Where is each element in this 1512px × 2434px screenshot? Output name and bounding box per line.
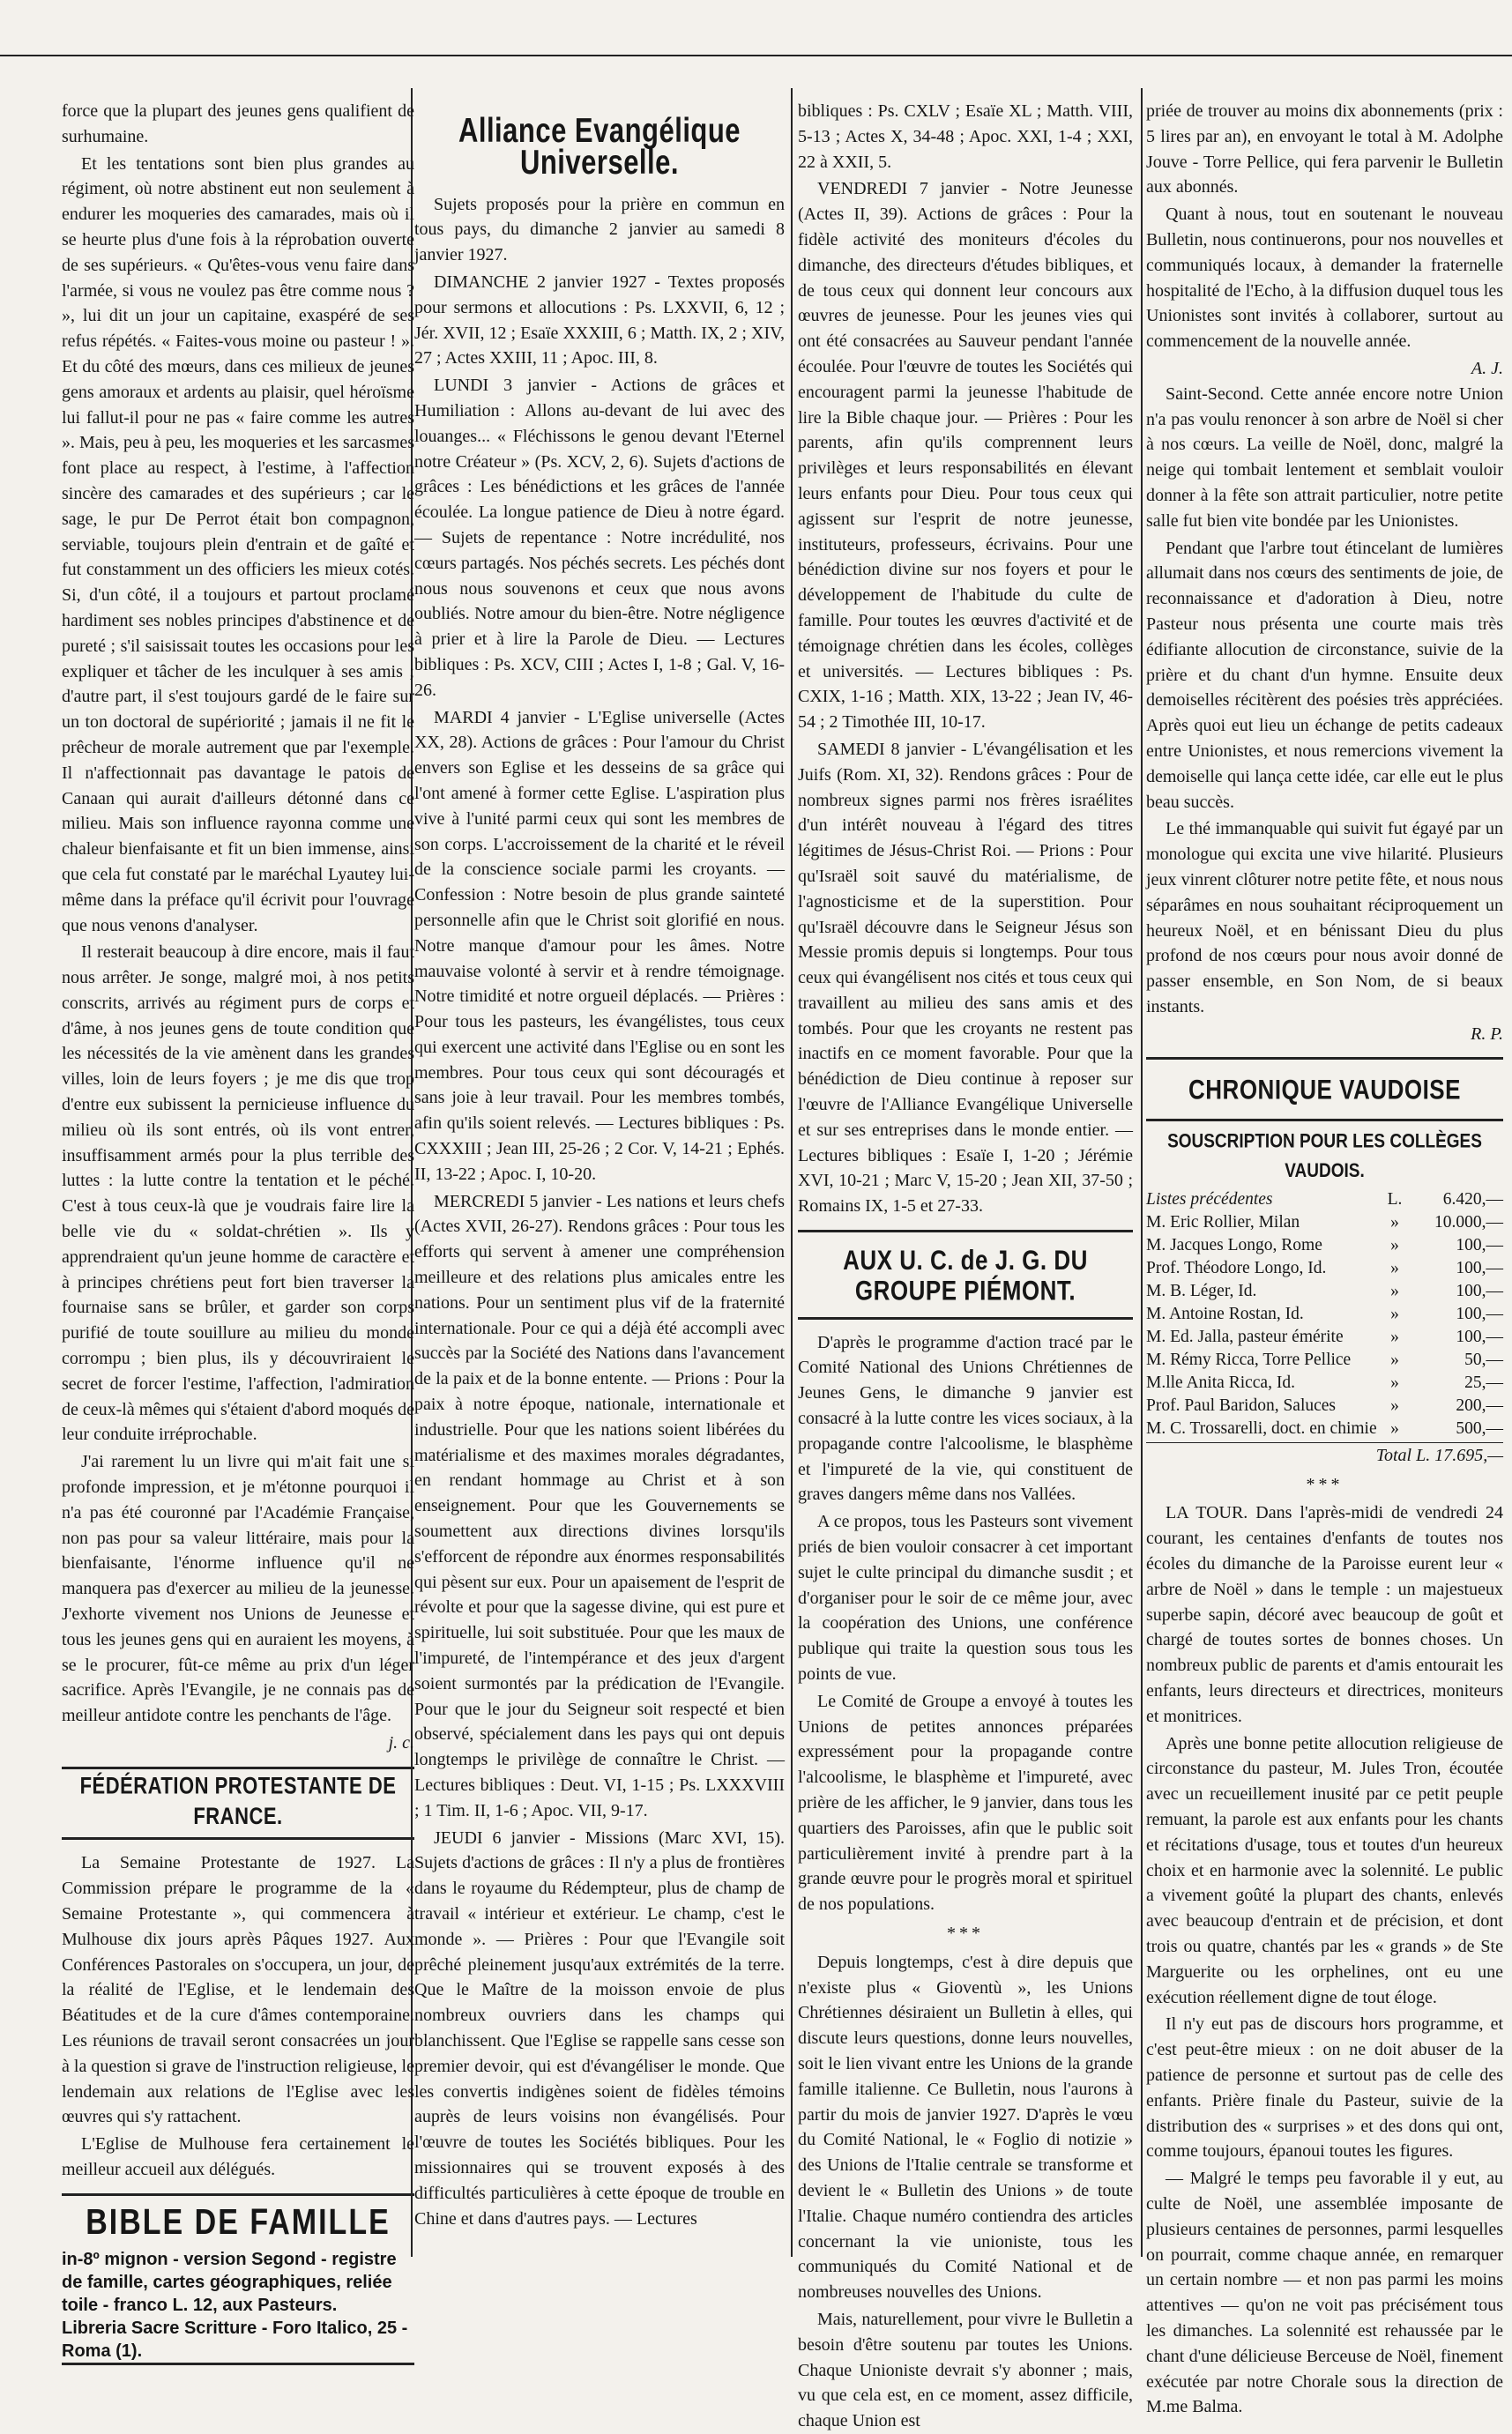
subscriber-name: M. Eric Rollier, Milan [1146, 1212, 1300, 1232]
uc-paragraph: D'après le programme d'action tracé par le Comité National des Unions Chrétiennes de Jeunes Gens, le dimanche 9 janvier est consacré à la lutte contre les vices sociaux, à la propagande contre l'alcoolisme, le blasphème et l'impureté de la vie, qui constituent de graves dangers même dans nos Vallées. [798, 1332, 1133, 1505]
subscriber-amount: 50,— [1464, 1350, 1503, 1369]
uc-signature: A. J. [1471, 358, 1503, 378]
chronique-section [1146, 1057, 1503, 1121]
subscription-row [1146, 1303, 1503, 1326]
subscriber-name: M. C. Trossarelli, doct. en chimie [1146, 1418, 1377, 1438]
la-tour-paragraph: Il n'y eut pas de discours hors programme, et c'est peut-être mieux : on ne doit abuser de la patience de personne et surtout pas de celle des enfants. Prière finale du Pasteur, suivie de la distribution des « surprises » et des dons qui ont, comme toujours, épanoui toutes les figures. [1146, 2014, 1503, 2162]
subscriber-separator: L. [1387, 1189, 1403, 1209]
subscription-row [1146, 1188, 1503, 1211]
la-tour-paragraph: Après une bonne petite allocution religieuse de circonstance du pasteur, M. Jules Tron, écoutée avec un recueillement inusité par ce petit peuple remuant, la parole est aux enfants pour les chants et récitations d'usage, tous et toutes d'un heureux choix et en harmonie avec la solennité. Le public a vivement goûté la plupart des chants, enlevés avec beaucoup d'entrain et de précision, et dont trois ou quatre, chantés par les « grands » de Ste Marguerite ou les orphelines, ont eu une exécution réellement digne de tout éloge. [1146, 1733, 1503, 2007]
subscriber-amount: 100,— [1456, 1281, 1503, 1300]
bible-ad-text: in-8º mignon - version Segond - registre de famille, cartes géographiques, reliée toile - franco L. 12, aux Pasteurs. [62, 2249, 397, 2315]
subscriber-name: M. Antoine Rostan, Id. [1146, 1304, 1304, 1323]
article-paragraph: force que la plupart des jeunes gens qualifient de surhumaine. [62, 101, 414, 146]
federation-section [62, 1767, 414, 1841]
bible-ad [62, 2193, 414, 2365]
la-tour-paragraph: LA TOUR. Dans l'après-midi de vendredi 24 courant, les centaines d'enfants de toutes nos écoles du dimanche de la Paroisse eurent leur « arbre de Noël » dans le temple : un majestueux superbe sapin, décoré avec beaucoup de goût et chargé de toutes sortes de bonnes choses. Un nombreux public de parents et d'amis entourait les enfants, leurs directeurs et directrices, moniteurs et monitrices. [1146, 1503, 1503, 1726]
subscriber-separator: » [1390, 1396, 1399, 1415]
subscriber-separator: » [1390, 1281, 1399, 1300]
subscriber-amount: 500,— [1456, 1418, 1503, 1438]
uc-paragraph: priée de trouver au moins dix abonnements (prix : 5 lires par an), en envoyant le total à M. Adolphe Jouve - Torre Pellice, qui fera parvenir le Bulletin aux abonnés. [1146, 101, 1503, 197]
column-1 [62, 99, 414, 2361]
uc-title: AUX U. C. de J. G. DU GROUPE PIÉMONT. [843, 1244, 1088, 1306]
column-2 [414, 99, 785, 2250]
article-signature: j. c. [388, 1733, 414, 1753]
uc-section [798, 1230, 1133, 1320]
alliance-paragraph: Sujets proposés pour la prière en commun en tous pays, du dimanche 2 janvier au samedi 8 janvier 1927. [414, 194, 785, 265]
la-tour-paragraph: — Malgré le temps peu favorable il y eut, au culte de Noël, une assemblée imposante de plusieurs centaines de personnes, parmi lesquelles on pourrait, comme chaque année, en remarquer un certain nombre — et non pas parmi les moins attentives — qu'on ne voit pas précisément tous les dimanches. La solennité est rehaussée par le chant d'une délicieuse Berceuse de Noël, finement exécutée par notre Chorale sous la direction de M.me Balma. [1146, 2169, 1503, 2417]
subscription-row [1146, 1326, 1503, 1349]
subscriber-separator: » [1390, 1258, 1399, 1277]
subscriber-separator: » [1390, 1350, 1399, 1369]
subscriber-amount: 25,— [1464, 1373, 1503, 1392]
uc-paragraph: Mais, naturellement, pour vivre le Bulletin a besoin d'être soutenu par toutes les Unions. Chaque Unioniste devrait s'y abonner ; mais, vu que cela est, en ce moment, assez difficile, chaque Union est [798, 2309, 1133, 2431]
subscription-row [1146, 1418, 1503, 1440]
uc-paragraph: Le Comité de Groupe a envoyé à toutes les Unions de petites annonces préparées expressément pour la propagande contre l'alcoolisme, le blasphème et l'impureté, avec prière de les afficher, le 9 janvier, dans tous les quartiers des Paroisses, afin que le public soit particulièrement invité à prendre part à la grande œuvre pour le progrès moral et spirituel de nos populations. [798, 1691, 1133, 1915]
section-stars: *** [947, 1923, 984, 1943]
subscriber-separator: » [1390, 1327, 1399, 1346]
alliance-title: Alliance Evangélique Universelle. [458, 110, 741, 182]
federation-title: FÉDÉRATION PROTESTANTE DE FRANCE. [79, 1772, 397, 1829]
subscription-row [1146, 1234, 1503, 1257]
federation-paragraph: La Semaine Protestante de 1927. La Commission prépare le programme de la « Semaine Protestante », qui commencera à Mulhouse dix jours après Pâques 1927. Aux Conférences Pastorales on s'occupera, un jour, de la réalité de l'Eglise, et le lendemain des Béatitudes et de la cure d'âmes contemporaine. Les réunions de travail seront consacrées un jour à la question si grave de l'instruction religieuse, le lendemain aux relations de l'Eglise avec les œuvres qui s'y rattachent. [62, 1853, 414, 2127]
top-rule [0, 55, 1512, 56]
saint-second-paragraph: Le thé immanquable qui suivit fut égayé par un monologue qui excita une vive hilarité. Plusieurs jeux vinrent clôturer notre petite fête, et nous nous séparâmes en nous souhaitant réciproquement un heureux Noël, et en bénissant Dieu du plus profond de nos cœurs pour nous avoir donné de passer ensemble, en Son Nom, de si beaux instants. [1146, 819, 1503, 1016]
subscriber-amount: 100,— [1456, 1258, 1503, 1277]
uc-paragraph: Depuis longtemps, c'est à dire depuis que n'existe plus « Gioventù », les Unions Chrétiennes désiraient un Bulletin à elles, qui discute leurs questions, donne leurs nouvelles, soit le lien vivant entre les Unions de la grande famille italienne. Ce Bulletin, nous l'aurons à partir du mois de janvier 1927. D'après le vœu du Comité National, le « Foglio di notizie » des Unions de l'Italie centrale se transforme et devient le « Bulletin des Unions » de toute l'Italie. Chaque numéro contiendra des articles concernant la vie unioniste, tous les communiqués du Comité National et de nombreuses nouvelles des Unions. [798, 1952, 1133, 2303]
article-paragraph: Il resterait beaucoup à dire encore, mais il faut nous arrêter. Je songe, malgré moi, à nos petits conscrits, arrivés au régiment purs de corps et d'âme, à nos jeunes gens de toute condition que les nécessités de la vie amènent dans les grandes villes, loin de leurs foyers ; je me dis que trop d'entre eux subissent la pernicieuse influence du milieu où ils sont entrés, où ils vont entrer, insuffisamment armés pour la plus terrible des luttes : la lutte contre la tentation et le péché. C'est à tous ceux-là que je voudrais faire lire la belle vie du « soldat-chrétien ». Ils y apprendraient qu'un jeune homme de caractère et à principes chrétiens peut fort bien traverser la fournaise sans se brûler, et garder son corps purifié de toute souillure au milieu du monde corrompu ; bien plus, ils y découvriraient le secret de forcer l'estime, l'affection, l'admiration de ceux-là mêmes qui s'étaient d'abord moqués de leur conduite irréprochable. [62, 942, 414, 1445]
subscription-row [1146, 1211, 1503, 1234]
subscriber-name: M. Jacques Longo, Rome [1146, 1235, 1322, 1254]
column-3 [798, 99, 1133, 2431]
alliance-paragraph: MARDI 4 janvier - L'Eglise universelle (Actes XX, 28). Actions de grâces : Pour l'amour du Christ envers son Eglise et les desseins de sa grâce qui l'ont amené à former cette Eglise. L'aspiration plus vive à l'unité parmi ceux qui sont les membres de son corps. L'accroissement de la charité et le réveil de la conscience sociale parmi les croyants. — Confession : Notre besoin de plus grande sainteté personnelle afin que le Christ soit glorifié en nous. Notre manque d'amour pour les âmes. Notre mauvaise volonté à servir et à rendre témoignage. Notre timidité et notre orgueil déplacés. — Prières : Pour tous les pasteurs, les évangélistes, tous ceux qui exercent une activité dans l'Eglise ou en sont les membres. Pour tous ceux qui sont découragés et sans joie à leur travail. Pour les membres tombés, afin qu'ils soient relevés. — Lectures bibliques : Ps. CXXXIII ; Jean III, 25-26 ; 2 Cor. V, 14-21 ; Ephés. II, 13-22 ; Apoc. I, 10-20. [414, 707, 785, 1184]
subscriber-name: M. B. Léger, Id. [1146, 1281, 1257, 1300]
uc-paragraph: A ce propos, tous les Pasteurs sont vivement priés de bien vouloir consacrer à cet important sujet le culte principal du dimanche susdit ; et d'organiser pour le soir de ce même jour, avec la coopération des Unions, une conférence publique qui traite la question sous tous les points de vue. [798, 1512, 1133, 1685]
subscriber-separator: » [1390, 1304, 1399, 1323]
alliance-paragraph: DIMANCHE 2 janvier 1927 - Textes proposés pour sermons et allocutions : Ps. LXXVII, 6, 12 ; Jér. XVII, 12 ; Esaïe XXXIII, 6 ; Matth. IX, 2 ; XIV, 27 ; Actes XXIII, 11 ; Apoc. III, 8. [414, 272, 785, 368]
subscriber-separator: » [1390, 1418, 1399, 1438]
subscriber-name: M.lle Anita Ricca, Id. [1146, 1373, 1295, 1392]
subscriber-separator: » [1390, 1212, 1399, 1232]
saint-second-paragraph: Pendant que l'arbre tout étincelant de lumières allumait dans nos cœurs des sentiments de joie, de reconnaissance et d'adoration à Dieu, notre Pasteur nous présenta une courte mais très édifiante allocution de circonstance, suivie de la prière et du chant d'un hymne. Ensuite deux demoiselles récitèrent des poésies très appréciées. Après quoi eut lieu un échange de petits cadeaux entre Unionistes, et nous remercions vivement la demoiselle qui lança cette idée, car elle eut le plus beau succès. [1146, 538, 1503, 812]
chronique-title: CHRONIQUE VAUDOISE [1188, 1074, 1461, 1106]
subscription-row [1146, 1257, 1503, 1280]
bible-ad-title: BIBLE DE FAMILLE [86, 2201, 391, 2243]
subscriber-amount: 10.000,— [1434, 1212, 1503, 1232]
subscription-row [1146, 1280, 1503, 1303]
alliance-paragraph: LUNDI 3 janvier - Actions de grâces et Humiliation : Allons au-devant de lui avec des louanges... « Fléchissons le genou devant l'Eternel notre Créateur » (Ps. XCV, 2, 6). Sujets d'actions de grâces : Les bénédictions et les grâces de l'année écoulée. La longue patience de Dieu à notre égard. — Sujets de repentance : Notre incrédulité, nos cœurs partagés. Nos péchés secrets. Les péchés dont nous nous souvenons et ceux que nous avons oubliés. Notre amour du bien-être. Notre négligence à prier et à lire la Parole de Dieu. — Lectures bibliques : Ps. XCV, CIII ; Actes I, 1-8 ; Gal. V, 16-26. [414, 376, 785, 700]
article-paragraph: J'ai rarement lu un livre qui m'ait fait une si profonde impression, et je m'étonne pourquoi il n'a pas été couronné par l'Académie Française, non pas pour sa valeur littéraire, mais pour la bienfaisante, l'énorme influence qu'il ne manquera pas d'exercer au milieu de la jeunesse. J'exhorte vivement nos Unions de Jeunesse et tous les jeunes gens qui en auraient les moyens, à se le procurer, fût-ce même au prix d'un léger sacrifice. Après l'Evangile, je ne connais pas de meilleur antidote contre les penchants de l'âge. [62, 1452, 414, 1726]
saint-second-signature: R. P. [1471, 1023, 1503, 1044]
subscriber-amount: 100,— [1456, 1304, 1503, 1323]
section-stars: *** [1306, 1474, 1344, 1494]
alliance-paragraph: JEUDI 6 janvier - Missions (Marc XVI, 15). Sujets d'actions de grâces : Il n'y a plus de frontières dans le royaume du Rédempteur, plus de champ de travail « intérieur et extérieur. Le champ, c'est le monde ». — Prières : Pour que l'Evangile soit prêché pleinement jusqu'aux extrémités de la terre. Que le Maître de la moisson envoie de plus nombreux ouvriers dans les champs qui blanchissent. Que l'Eglise se rappelle sans cesse son premier devoir, qui est d'évangéliser le monde. Que les convertis indigènes soient de fidèles témoins auprès de leurs voisins non évangélisés. Pour l'œuvre de toutes les Sociétés bibliques. Pour les missionnaires qui se trouvent exposés à des difficultés particulières à cette époque de trouble en Chine et dans d'autres pays. — Lectures [414, 1827, 785, 2229]
subscriber-name: Prof. Paul Baridon, Saluces [1146, 1396, 1337, 1415]
uc-paragraph: Quant à nous, tout en soutenant le nouveau Bulletin, nous continuerons, pour nos nouvelles et communiqués locaux, à demander la fraternelle hospitalité de l'Echo, à la diffusion duquel tous les Unionistes sont invités à collaborer, surtout au commencement de la nouvelle année. [1146, 205, 1503, 352]
subscriber-name: Prof. Théodore Longo, Id. [1146, 1258, 1327, 1277]
column-4 [1146, 99, 1503, 2417]
column-rule-3 [1141, 88, 1143, 2257]
subscriber-name: Listes précédentes [1146, 1189, 1273, 1209]
subscriber-amount: 100,— [1456, 1327, 1503, 1346]
subscriber-amount: 100,— [1456, 1235, 1503, 1254]
alliance-paragraph: MERCREDI 5 janvier - Les nations et leurs chefs (Actes XVII, 26-27). Rendons grâces : Pour tous les efforts qui servent à amener une compréhension meilleure et des relations plus amicales entre les nations. Pour un sentiment plus vif de la fraternité internationale. Pour ce qui a déjà été accompli avec succès par la Société des Nations dans l'avancement de la paix et de la bonne entente. — Prions : Pour la paix à notre époque, nationale, internationale et industrielle. Pour que les nations soient libérées du matérialisme et des maximes morales dégradantes, en rendant hommage au Christ et à son enseignement. Pour que les Gouvernements se soumettent aux directions divines lorsqu'ils s'efforcent de répondre aux énormes responsabilités qui pèsent sur eux. Pour un apaisement de l'esprit de révolte et pour que la sagesse divine, qui est pure et spirituelle, lui soit substituée. Pour que les maux de l'impureté, de l'intempérance et des jeux d'argent soient surmontés par la prédication de l'Evangile. Pour que le jour du Seigneur soit respecté et bien observé, spécialement dans les pays qui ont depuis longtemps le privilège de connaître le Christ. — Lectures bibliques : Deut. VI, 1-15 ; Ps. LXXXVIII ; 1 Tim. II, 1-6 ; Apoc. VII, 9-17. [414, 1191, 785, 1820]
subscription-title: SOUSCRIPTION POUR LES COLLÈGES VAUDOIS. [1167, 1131, 1482, 1182]
bible-ad-shop: Libreria Sacre Scritture - Foro Italico, 25 - Roma (1). [62, 2318, 408, 2361]
alliance-paragraph: bibliques : Ps. CXLV ; Esaïe XL ; Matth. VIII, 5-13 ; Actes X, 34-48 ; Apoc. XXI, 1-4 ; XXI, 22 à XXII, 5. [798, 101, 1133, 172]
alliance-paragraph: VENDREDI 7 janvier - Notre Jeunesse (Actes II, 39). Actions de grâces : Pour la fidèle activité des moniteurs d'écoles du dimanche, des directeurs d'études bibliques, et de tous ceux qui donnent leur concours aux œuvres de jeunesse. Pour les jeunes vies qui ont été consacrées au Sauveur pendant l'année écoulée. Pour l'œuvre de toutes les Sociétés qui encouragent parmi la jeunesse l'habitude de lire la Bible chaque jour. — Prières : Pour les parents, afin qu'ils comprennent leurs privilèges et leurs responsabilités en élevant leurs enfants pour Dieu. Pour tous ceux qui agissent sur l'esprit de notre jeunesse, instituteurs, professeurs, écrivains. Pour une bénédiction divine sur nos foyers et pour le développement de l'habitude du culte de famille. Pour toutes les œuvres d'activité et de témoignage chrétien dans les écoles, collèges et universités. — Lectures bibliques : Ps. CXIX, 1-16 ; Matth. XIX, 13-22 ; Jean IV, 46-54 ; 2 Timothée III, 10-17. [798, 179, 1133, 733]
column-rule-2 [791, 88, 793, 2257]
saint-second-paragraph: Saint-Second. Cette année encore notre Union n'a pas voulu renoncer à son arbre de Noël si cher à nos cœurs. La veille de Noël, donc, malgré la neige qui tombait lentement et semblait vouloir donner à la fête son attrait particulier, notre petite salle fut bien vite bondée par les Unionistes. [1146, 383, 1503, 531]
article-paragraph: Et les tentations sont bien plus grandes au régiment, où notre abstinent eut non seulement à endurer les moqueries des camarades, mais où il se heurte plus d'une fois à la réprobation ouverte de ses supérieurs. « Qu'êtes-vous venu faire dans l'armée, si vous ne voulez pas être comme nous ? », lui dit un jour un capitaine, exaspéré de ses refus répétés. « Faites-vous moine ou pasteur ! ». Et du côté des mœurs, dans ces milieux de jeunes gens amoraux et ardents au plaisir, quel héroïsme lui fallut-il pour ne pas « faire comme les autres ». Mais, peu à peu, les moqueries et les sarcasmes font place au respect, à l'estime, à l'affection sincère des camarades et des supérieurs ; car le sage, le pur De Perrot était bon compagnon, serviable, toujours plein d'entrain et de gaîté et fut constamment un des officiers les mieux cotés. Si, d'un côté, il a toujours et partout proclamé hardiment ses nobles principes d'abstinence et de pureté ; s'il saisissait toutes les occasions pour les expliquer et tâcher de les inculquer à ses amis ; d'autre part, il s'est toujours gardé de le faire sur un ton doctoral de supériorité ; jamais il ne fit le prêcheur de morale autrement que par l'exemple. Il n'affectionnait pas davantage le patois de Canaan qui aurait d'ailleurs détonné dans ce milieu. Mais son influence rayonna comme une chaleur bienfaisante et fit un bien immense, ainsi que cela fut constaté par le maréchal Lyautey lui-même dans la préface qu'il écrivit pour l'ouvrage que nous venons d'analyser. [62, 153, 414, 935]
subscriber-amount: 200,— [1456, 1396, 1503, 1415]
subscriber-separator: » [1390, 1373, 1399, 1392]
subscriber-name: M. Rémy Ricca, Torre Pellice [1146, 1350, 1352, 1369]
subscription-row [1146, 1372, 1503, 1395]
subscription-total: Total L. 17.695,— [1146, 1442, 1503, 1469]
subscription-row [1146, 1349, 1503, 1372]
subscription-table [1146, 1188, 1503, 1440]
alliance-paragraph: SAMEDI 8 janvier - L'évangélisation et les Juifs (Rom. XI, 32). Rendons grâces : Pour de nombreux signes parmi nos frères israélites d'un intérêt nouveau à l'égard des titres légitimes de Jésus-Christ Roi. — Prions : Pour qu'Israël soit sauvé du matérialisme, de l'agnosticisme et de la superstition. Pour qu'Israël découvre dans le Seigneur Jésus son Messie promis depuis si longtemps. Pour tous ceux qui évangélisent nos cités et tous ceux qui travaillent au milieu des sans amis et des tombés. Pour que les croyants ne restent pas inactifs en ce moment favorable. Pour que la bénédiction de Dieu continue à reposer sur l'œuvre de l'Alliance Evangélique Universelle et sur ses entreprises dans le monde entier. — Lectures bibliques : Esaïe I, 1-20 ; Jérémie XVI, 10-21 ; Marc V, 15-20 ; Jean XII, 37-50 ; Romains IX, 1-5 et 27-33. [798, 739, 1133, 1217]
subscriber-name: M. Ed. Jalla, pasteur émérite [1146, 1327, 1344, 1346]
subscriber-amount: 6.420,— [1442, 1189, 1503, 1209]
subscriber-separator: » [1390, 1235, 1399, 1254]
subscription-row [1146, 1395, 1503, 1418]
federation-paragraph: L'Eglise de Mulhouse fera certainement le meilleur accueil aux délégués. [62, 2134, 414, 2179]
